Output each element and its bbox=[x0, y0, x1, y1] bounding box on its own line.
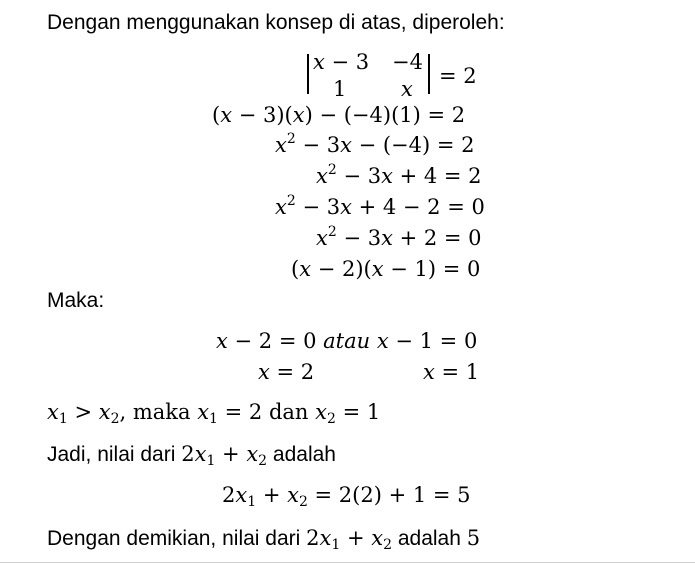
roots-line: x − 2 = 0 atau x − 1 = 0 bbox=[216, 329, 478, 353]
determinant-rhs: = 2 bbox=[439, 64, 477, 88]
matrix-a12: −4 bbox=[392, 50, 423, 74]
step-5: $x^2 - 3x + 2 = 0$ bbox=[316, 224, 482, 250]
jadi-line: Jadi, nilai dari $2x_1 + x_2$ adalah bbox=[47, 442, 336, 469]
root-2: x = 1 bbox=[423, 360, 480, 384]
step-4: $x^2 - 3x + 4 - 2 = 0$ bbox=[275, 193, 485, 219]
matrix-a11: x − 3 bbox=[313, 50, 370, 74]
root-1: x = 2 bbox=[258, 360, 315, 384]
step-2: $x^2 - 3x - (-4) = 2$ bbox=[275, 131, 475, 157]
step-3: $x^2 - 3x + 4 = 2$ bbox=[316, 162, 482, 188]
step-6: (x − 2)(x − 1) = 0 bbox=[291, 257, 481, 281]
maka-label: Maka: bbox=[47, 289, 105, 312]
intro-text: Dengan menggunakan konsep di atas, diperoleh: bbox=[47, 11, 505, 34]
conclusion-line: Dengan demikian, nilai dari $2x_1 + x_2$ adalah 5 bbox=[47, 526, 481, 553]
matrix-a22: x bbox=[401, 77, 413, 101]
determinant-left-bar bbox=[307, 54, 309, 94]
step-1: (x − 3)(x) − (−4)(1) = 2 bbox=[212, 103, 466, 127]
determinant-right-bar bbox=[428, 54, 430, 94]
matrix-a21: 1 bbox=[333, 77, 347, 101]
comparison-line: $x_1 > x_2$, maka $x_1 = 2$ dan $x_2 = 1$ bbox=[47, 400, 381, 427]
calculation-line: $2x_1 + x_2 = 2(2) + 1 = 5$ bbox=[222, 483, 471, 510]
